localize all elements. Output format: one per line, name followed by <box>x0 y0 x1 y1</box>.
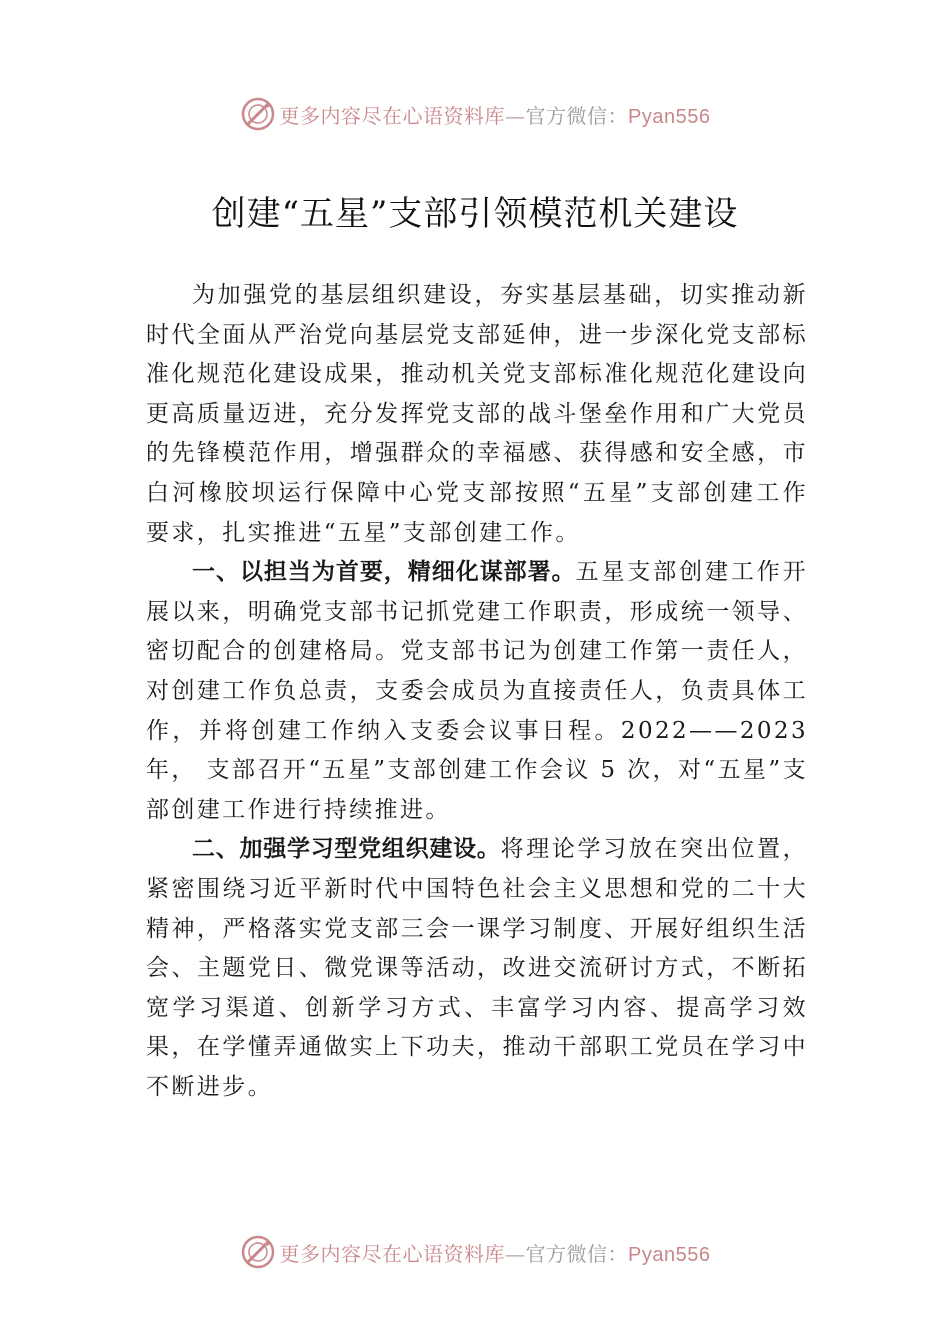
banner-text: 更多内容尽在心语资料库—官方微信：Pyan556 <box>279 1241 711 1266</box>
paragraph-section-2: 二、加强学习型党组织建设。将理论学习放在突出位置，紧密围绕习近平新时代中国特色社会主义思想和党的二十大精神，严格落实党支部三会一课学习制度、开展好组织生活会、主题党日、微党课等活动，改进交流研讨方式，不断拓宽学习渠道、创新学习方式、丰富学习内容、提高学习效果，在学懂弄通做实上下功夫，推动干部职工党员在学习中不断进步。 <box>146 836 809 1100</box>
document-title: 创建“五星”支部引领模范机关建设 <box>211 194 739 234</box>
footer-banner <box>0 1232 950 1272</box>
brand-logo-icon <box>240 96 276 132</box>
section-heading-2: 二、加强学习型党组织建设。 <box>192 836 501 863</box>
document-body <box>146 276 808 1107</box>
brand-logo-icon <box>240 1234 276 1270</box>
banner-text: 更多内容尽在心语资料库—官方微信：Pyan556 <box>279 103 711 128</box>
section-heading-1: 一、以担当为首要，精细化谋部署。 <box>192 559 576 586</box>
paragraph-intro: 为加强党的基层组织建设，夯实基层基础，切实推动新时代全面从严治党向基层党支部延伸，进一步深化党支部标准化规范化建设成果，推动机关党支部标准化规范化建设向更高质量迈进，充分发挥党支部的战斗堡垒作用和广大党员的先锋模范作用，增强群众的幸福感、获得感和安全感，市白河橡胶坝运行保障中心党支部按照“五星”支部创建工作要求，扎实推进“五星”支部创建工作。 <box>146 282 808 546</box>
paragraph-section-1: 一、以担当为首要，精细化谋部署。五星支部创建工作开展以来，明确党支部书记抓党建工作职责，形成统一领导、 密切配合的创建格局。党支部书记为创建工作第一责任人， 对创建工作负总责，支委会成员为直接责任人，负责具体工作，并将创建工作纳入支委会议事日程。2022——2023 年， 支部召开“五星”支部创建工作会议 5 次，对“五星”支部创建工作进行持续推进。 <box>146 559 808 823</box>
header-banner <box>0 94 950 134</box>
